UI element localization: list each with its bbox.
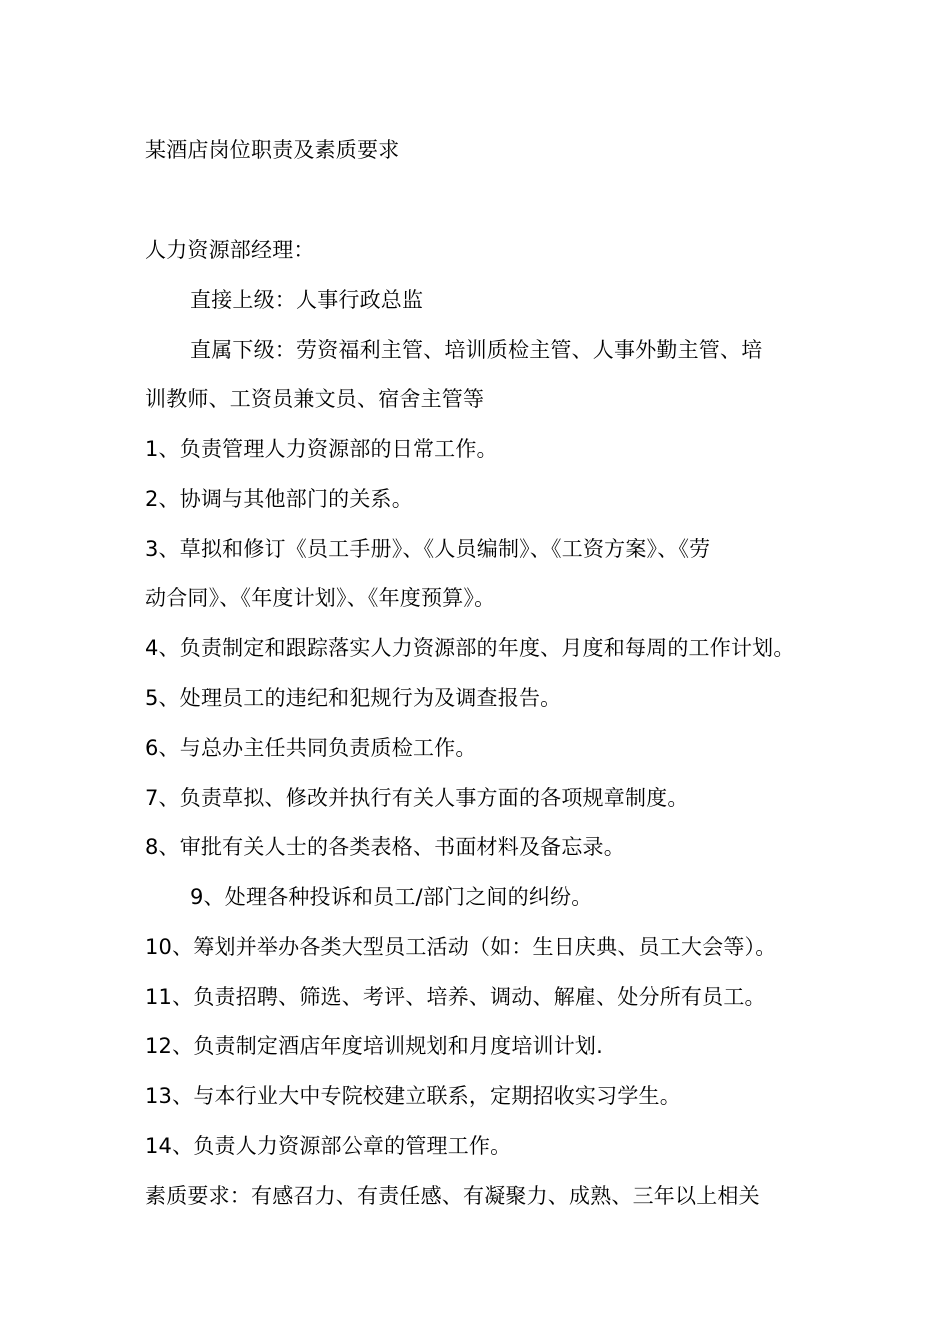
duty-item: 1、负责管理人力资源部的日常工作。 [145, 437, 498, 461]
duty-item: 11、负责招聘、筛选、考评、培养、调动、解雇、处分所有员工。 [145, 985, 766, 1009]
duty-item: 3、草拟和修订《员工手册》、《人员编制》、《工资方案》、《劳 [145, 537, 711, 561]
duty-item: 8、审批有关人士的各类表格、书面材料及备忘录。 [145, 835, 625, 859]
duty-item: 10、筹划并举办各类大型员工活动（如：生日庆典、员工大会等）。 [145, 935, 777, 959]
duty-item-continuation: 动合同》、《年度计划》、《年度预算》。 [145, 586, 496, 610]
duty-item: 9、处理各种投诉和员工/部门之间的纠纷。 [190, 885, 593, 909]
duty-item: 14、负责人力资源部公章的管理工作。 [145, 1134, 512, 1158]
direct-subordinates-line-1: 直属下级：劳资福利主管、培训质检主管、人事外勤主管、培 [190, 338, 763, 362]
document-title: 某酒店岗位职责及素质要求 [145, 138, 400, 162]
duty-item: 2、协调与其他部门的关系。 [145, 487, 413, 511]
direct-subordinates-line-2: 训教师、工资员兼文员、宿舍主管等 [145, 387, 485, 411]
duty-item: 6、与总办主任共同负责质检工作。 [145, 736, 477, 760]
duty-item: 5、处理员工的违纪和犯规行为及调查报告。 [145, 686, 562, 710]
duty-item: 13、与本行业大中专院校建立联系，定期招收实习学生。 [145, 1084, 681, 1108]
direct-superior: 直接上级：人事行政总监 [190, 288, 424, 312]
duty-item: 7、负责草拟、修改并执行有关人事方面的各项规章制度。 [145, 786, 689, 810]
duty-item: 12、负责制定酒店年度培训规划和月度培训计划. [145, 1034, 603, 1058]
section-heading: 人力资源部经理： [145, 238, 315, 262]
duty-item: 4、负责制定和跟踪落实人力资源部的年度、月度和每周的工作计划。 [145, 636, 795, 660]
qualifications: 素质要求：有感召力、有责任感、有凝聚力、成熟、三年以上相关 [145, 1184, 760, 1208]
